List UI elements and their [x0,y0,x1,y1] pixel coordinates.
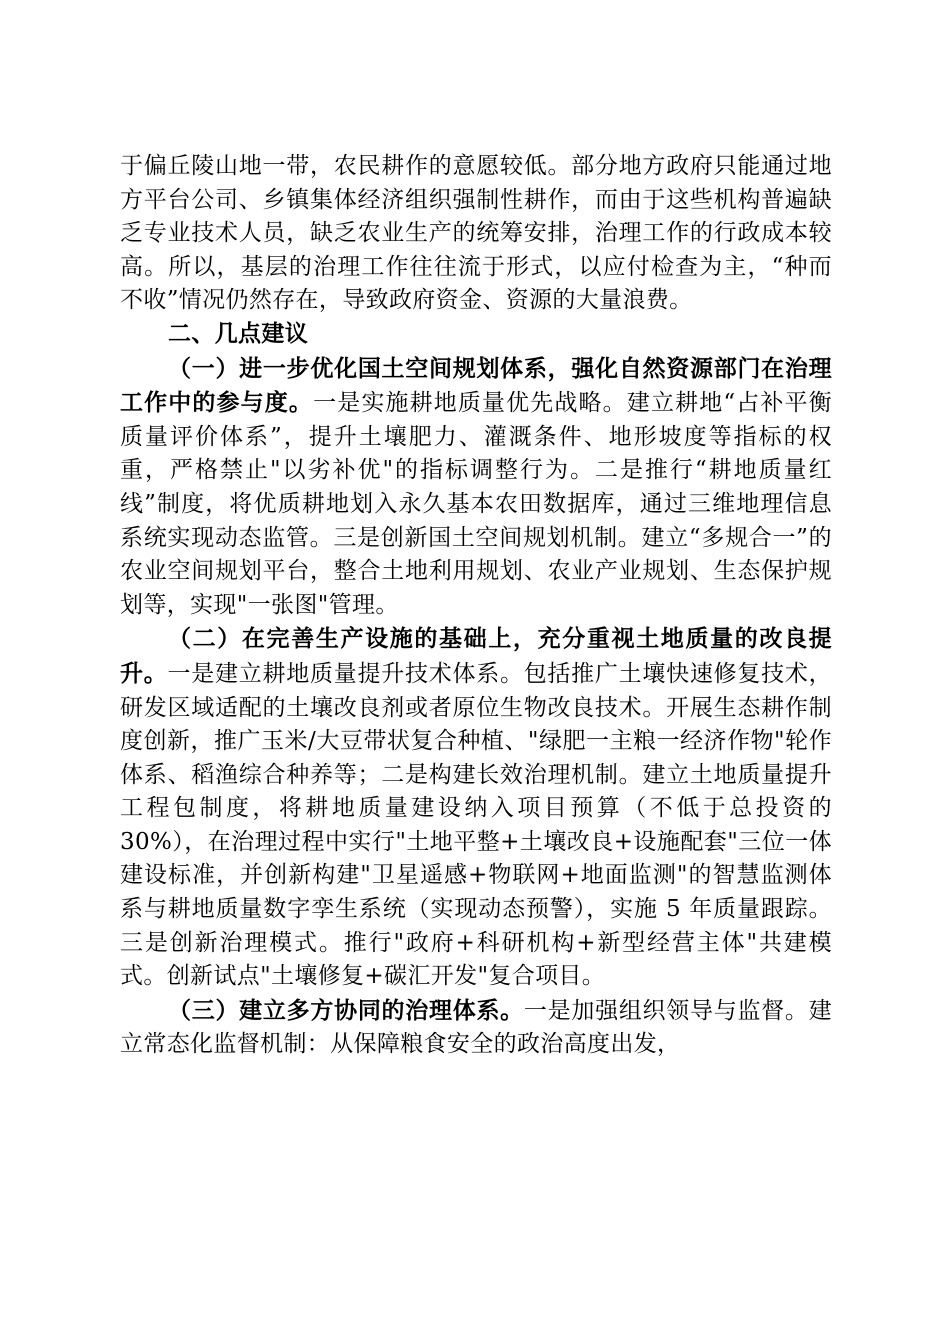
paragraph-3-body: 一是建立耕地质量提升技术体系。包括推广土壤快速修复技术，研发区域适配的土壤改良剂或者原位生物改良技术。开展生态耕作制度创新，推广玉米/大豆带状复合种植、"绿肥一主粮一经济作物"轮作体系、稻渔综合种养等；二是构建长效治理机制。建立土地质量提升工程包制度，将耕地质量建设纳入项目预算（不低于总投资的30%），在治理过程中实行"土地平整+土壤改良+设施配套"三位一体建设标准，并创新构建"卫星遥感+物联网+地面监测"的智慧监测体系与耕地质量数字孪生系统（实现动态预警），实施 5 年质量跟踪。三是创新治理模式。推行"政府+科研机构+新型经营主体"共建模式。创新试点"土壤修复+碳汇开发"复合项目。 [120,660,832,990]
paragraph-2-body: 一是实施耕地质量优先战略。建立耕地“占补平衡质量评价体系”，提升土壤肥力、灌溉条件、地形坡度等指标的权重，严格禁止"以劣补优"的指标调整行为。二是推行“耕地质量红线”制度，将优质耕地划入永久基本农田数据库，通过三维地理信息系统实现动态监管。三是创新国土空间规划机制。建立“多规合一”的农业空间规划平台，整合土地利用规划、农业产业规划、生态保护规划等，实现"一张图"管理。 [120,390,832,618]
paragraph-1: 于偏丘陵山地一带，农民耕作的意愿较低。部分地方政府只能通过地方平台公司、乡镇集体经济组织强制性耕作，而由于这些机构普遍缺乏专业技术人员，缺乏农业生产的统筹安排，治理工作的行政成本较高。所以，基层的治理工作往往流于形式，以应付检查为主，“种而不收”情况仍然存在，导致政府资金、资源的大量浪费。 [120,153,832,314]
paragraph-4-body: 一是加强组织领导与监督。建立常态化监督机制：从保障粮食安全的政治高度出发， [120,997,832,1058]
paragraph-2-lead: （一）进一步优化国土空间规划体系，强化自然资源部门在治理工作中的参与度。 [120,354,832,417]
paragraph-4-lead: （三）建立多方协同的治理体系。 [168,996,524,1024]
document-page [120,150,832,1062]
paragraph-3 [120,622,832,994]
paragraph-2 [120,352,832,623]
paragraph-4 [120,994,832,1062]
paragraph-3-lead: （二）在完善生产设施的基础上，充分重视土地质量的改良提升。 [120,625,832,687]
section-heading: 二、几点建议 [168,320,309,347]
